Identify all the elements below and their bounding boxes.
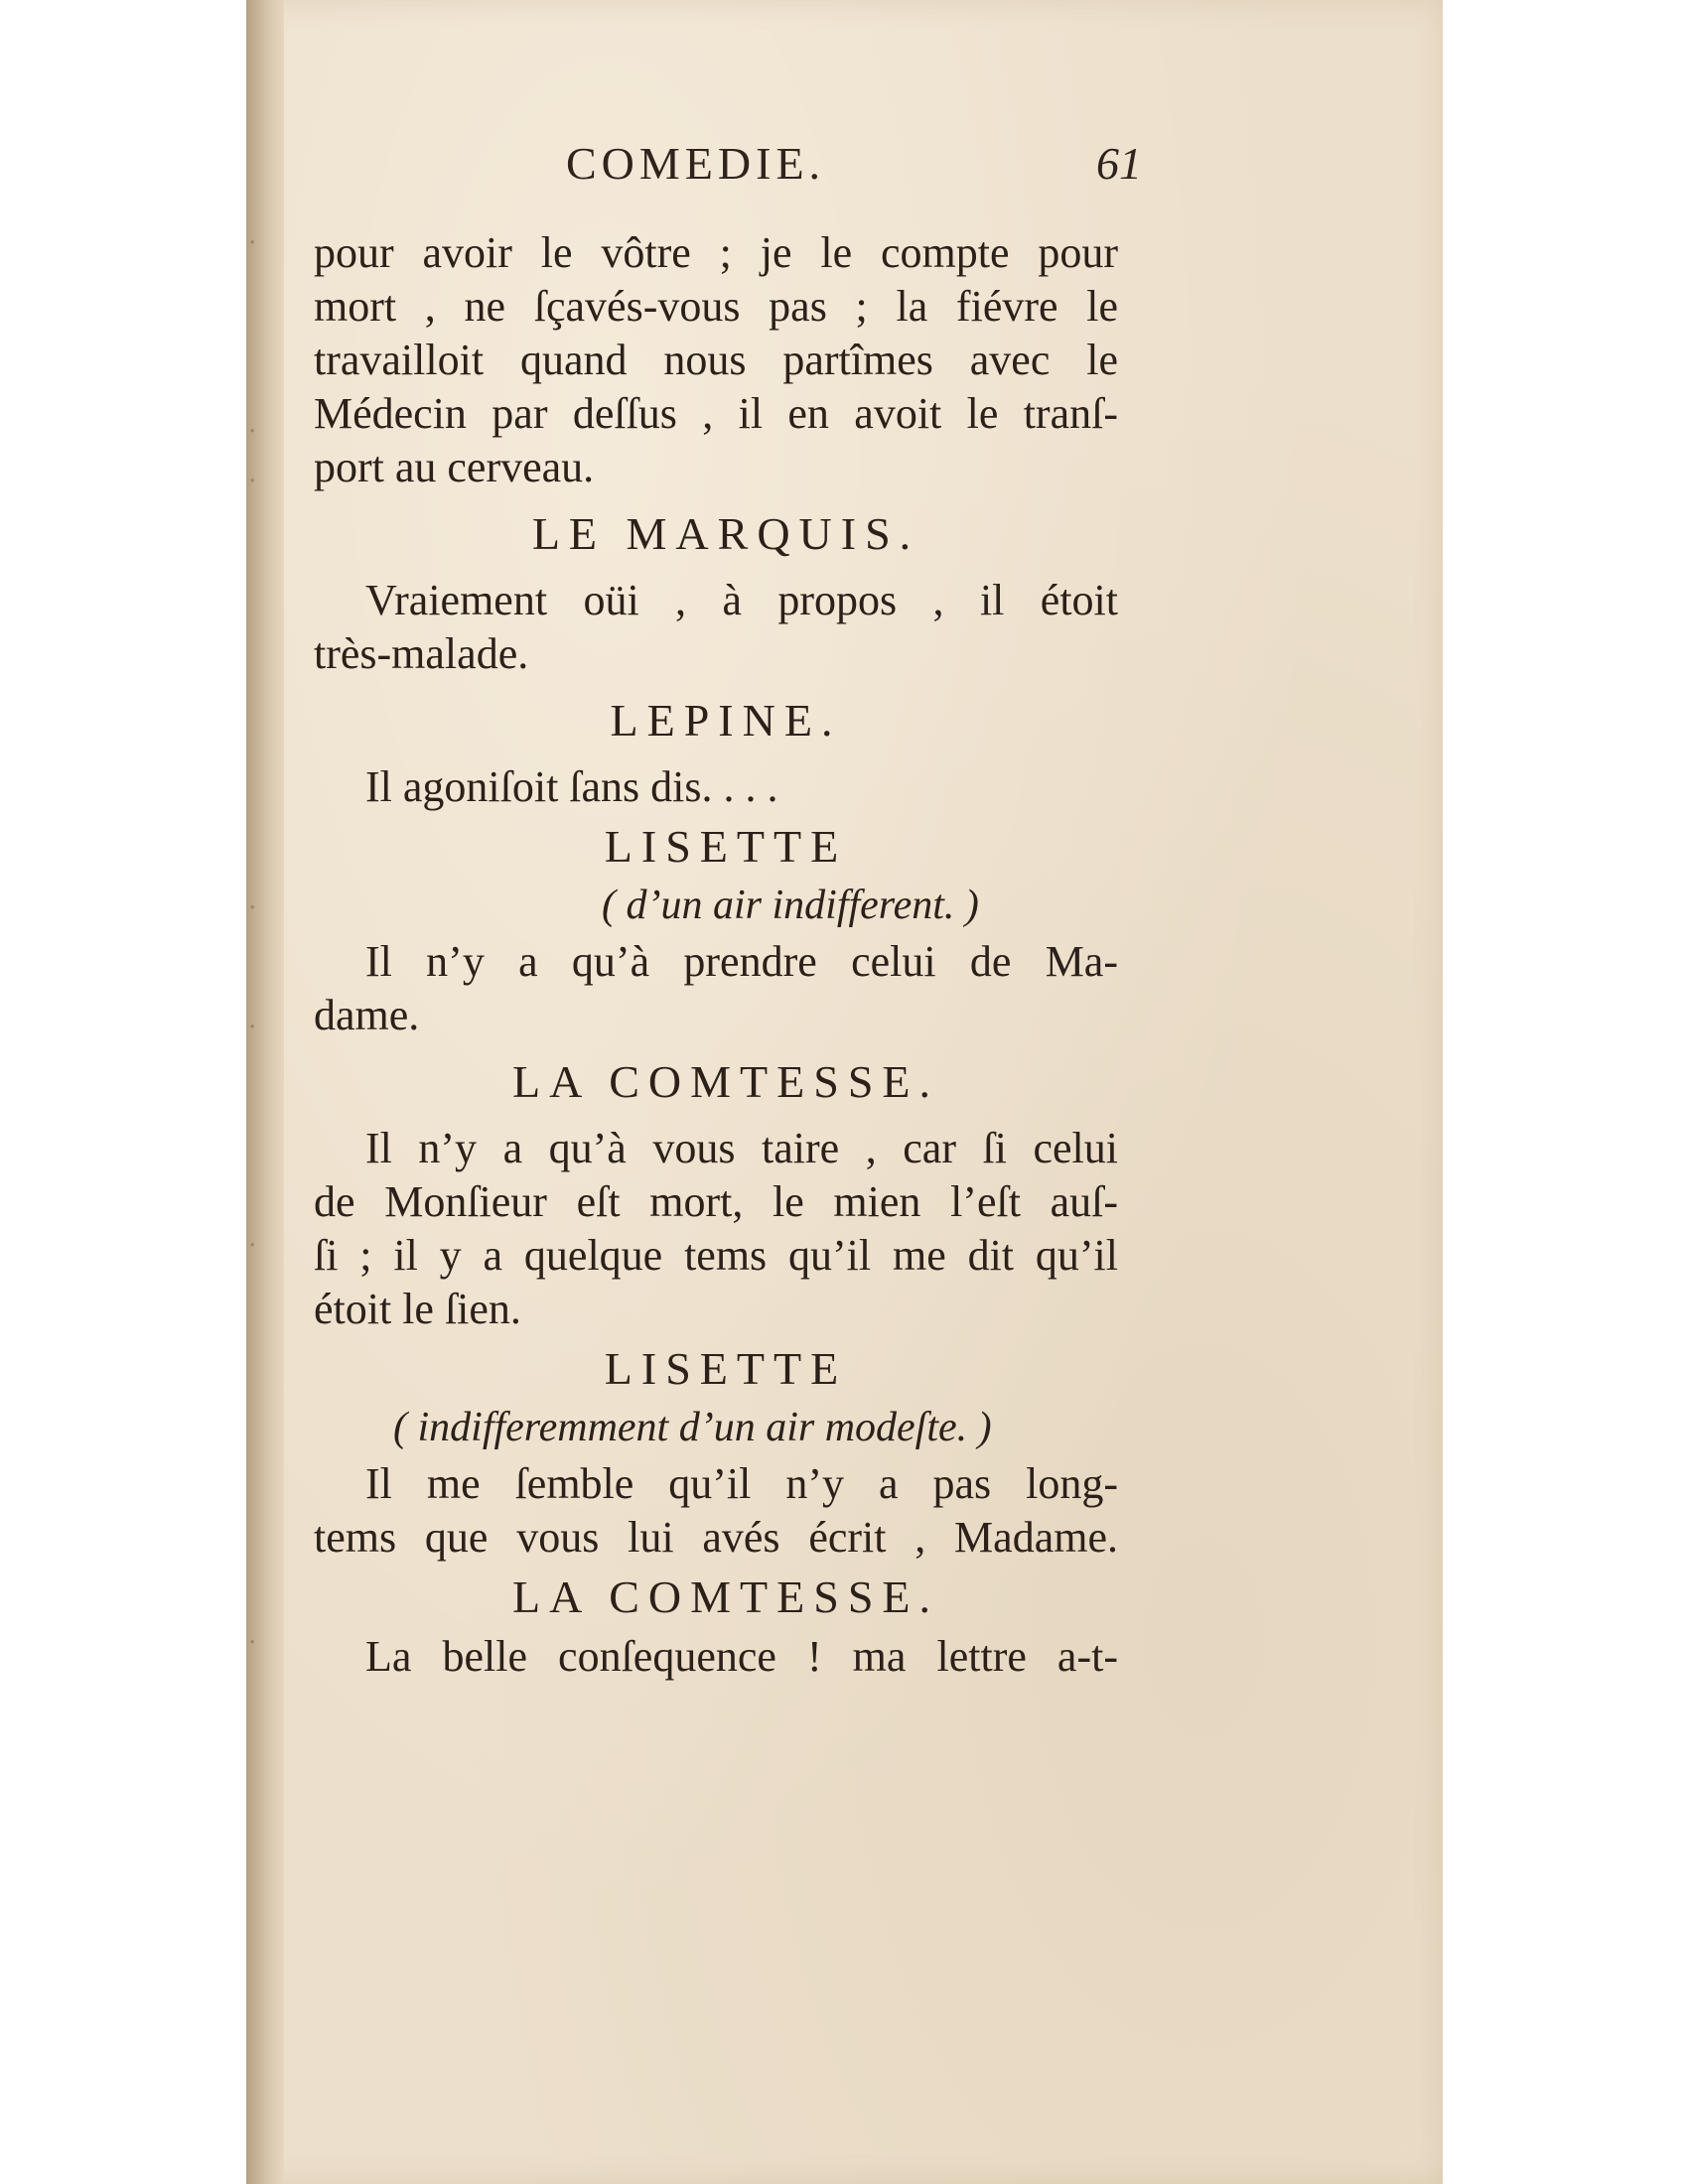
text-line: Médecin par deſſus , il en avoit le tranſ- bbox=[314, 389, 1118, 438]
facing-page-bleed: · bbox=[248, 228, 257, 258]
facing-page-bleed: · bbox=[248, 467, 257, 496]
dialogue-block bbox=[314, 760, 1118, 814]
text-line: ſi ; il y a quelque tems qu’il me dit qu’il bbox=[314, 1231, 1118, 1280]
text-line: tems que vous lui avés écrit , Madame. bbox=[314, 1513, 1118, 1562]
text-line: très-malade. bbox=[314, 629, 529, 678]
text-line: travailloit quand nous partîmes avec le bbox=[314, 336, 1118, 384]
text-line: étoit le ſien. bbox=[314, 1285, 521, 1333]
page-number: 61 bbox=[1096, 138, 1142, 189]
dialogue-block bbox=[314, 1122, 1118, 1336]
running-head: COMEDIE. bbox=[566, 138, 826, 189]
dialogue-block bbox=[314, 1457, 1118, 1565]
facing-page-bleed: · bbox=[248, 893, 257, 923]
speaker-name: LE MARQUIS. bbox=[531, 508, 920, 559]
text-line: Il n’y a qu’à vous taire , car ſi celui bbox=[365, 1124, 1118, 1172]
text-line: dame. bbox=[314, 991, 420, 1039]
facing-page-bleed: · bbox=[248, 1013, 257, 1042]
dialogue-block bbox=[314, 226, 1118, 494]
speaker-name: LEPINE. bbox=[610, 695, 842, 746]
dialogue-block bbox=[314, 935, 1118, 1042]
speaker-name: LISETTE bbox=[604, 821, 848, 872]
text-line: mort , ne ſçavés-vous pas ; la fiévre le bbox=[314, 282, 1118, 331]
stage-direction: ( d’un air indifferent. ) bbox=[602, 883, 979, 928]
facing-page-bleed: · bbox=[248, 1231, 257, 1261]
text-line: de Monſieur eſt mort, le mien l’eſt auſ- bbox=[314, 1177, 1118, 1226]
stage-direction: ( indifferemment d’un air modeſte. ) bbox=[393, 1405, 992, 1450]
text-line: pour avoir le vôtre ; je le compte pour bbox=[314, 228, 1118, 277]
speaker-name: LA COMTESSE. bbox=[511, 1056, 940, 1107]
facing-page-bleed: · bbox=[248, 417, 257, 447]
dialogue-block bbox=[314, 574, 1118, 681]
dialogue-block bbox=[314, 1630, 1118, 1684]
facing-page-bleed: · bbox=[248, 1628, 257, 1658]
text-line: La belle conſequence ! ma lettre a-t- bbox=[365, 1632, 1118, 1681]
page-body bbox=[314, 226, 1118, 1684]
text-line: port au cerveau. bbox=[314, 443, 595, 491]
page-gutter bbox=[246, 0, 284, 2184]
text-line: Il agoniſoit ſans dis. . . . bbox=[365, 762, 778, 811]
text-line: Il n’y a qu’à prendre celui de Ma- bbox=[365, 937, 1118, 986]
text-line: Vraiement oüi , à propos , il étoit bbox=[365, 576, 1118, 624]
speaker-name: LA COMTESSE. bbox=[511, 1571, 940, 1622]
speaker-name: LISETTE bbox=[604, 1343, 848, 1394]
text-line: Il me ſemble qu’il n’y a pas long- bbox=[365, 1459, 1118, 1508]
page-header bbox=[328, 137, 1142, 197]
